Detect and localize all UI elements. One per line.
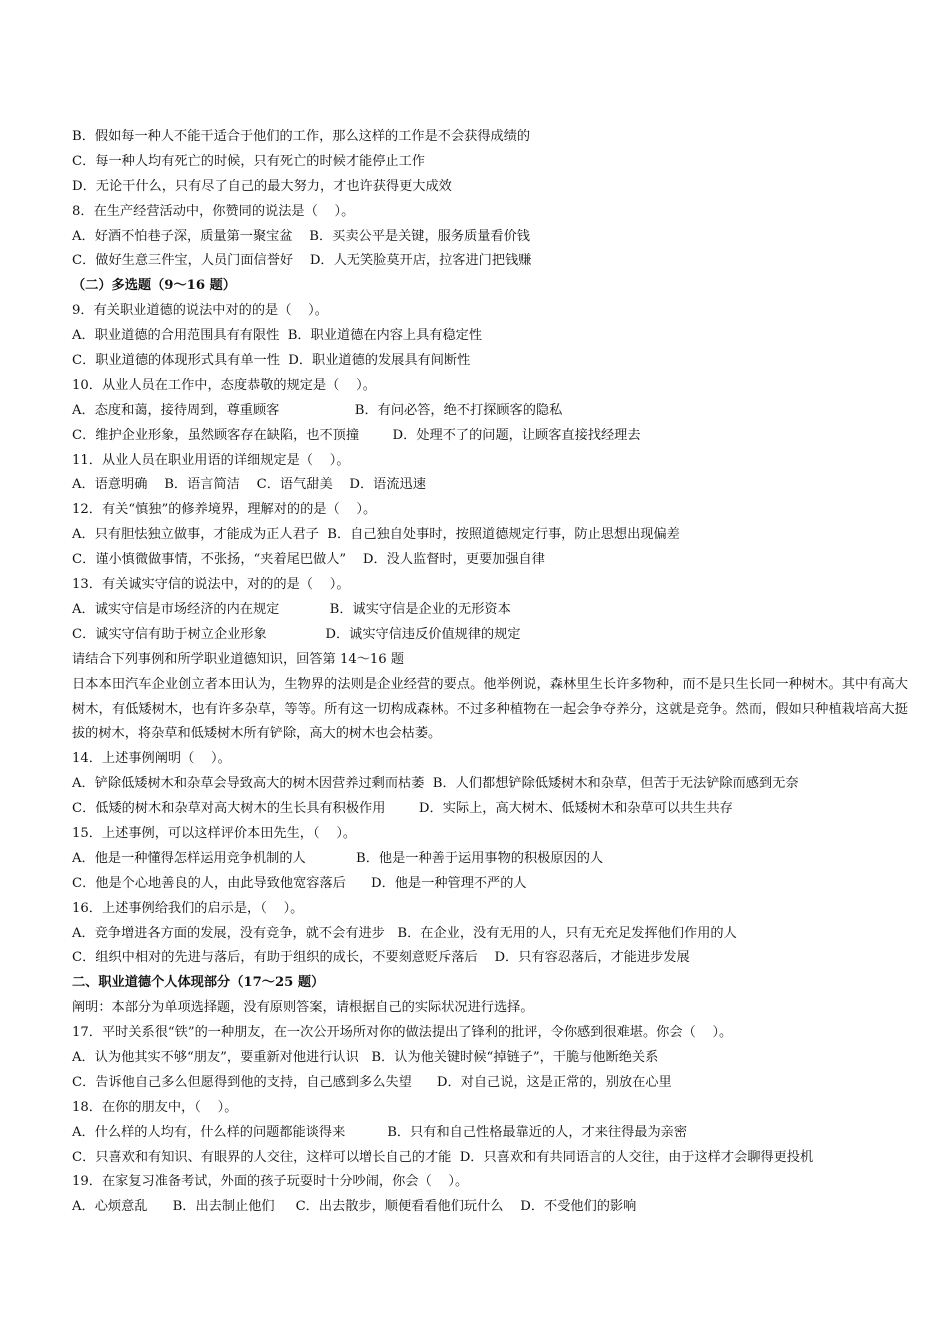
section-two-heading: 二、职业道德个人体现部分（17～25 题）	[72, 975, 325, 991]
question-block-1	[72, 125, 908, 673]
question-block-2	[72, 747, 908, 1220]
q15-options-cd: C．他是个心地善良的人，由此导致他宽容落后 D．他是一种管理不严的人	[72, 875, 527, 891]
case-paragraph: 日本本田汽车企业创立者本田认为，生物界的法则是企业经营的要点。他举例说，森林里生长许多物种，而不是只生长同一种树木。其中有高大树木，有低矮树木，也有许多杂草，等等。所有这一切构成森林。不过多种植物在一起会争夺养分，这就是竞争。然而，假如只种植栽培高大挺拔的树木，将杂草和低矮树木所有铲除，高大的树木也会枯萎。	[72, 676, 908, 742]
q9-options-ab: A．职业道德的合用范围具有有限性 B．职业道德在内容上具有稳定性	[72, 328, 483, 344]
q19-options: A．心烦意乱 B．出去制止他们 C．出去散步，顺便看看他们玩什么 D．不受他们的影响	[72, 1199, 637, 1215]
q17-options-cd: C．告诉他自己多么但愿得到他的支持，自己感到多么失望 D．对自己说，这是正常的，别放在心里	[72, 1074, 672, 1090]
q11-options: A．语意明确 B．语言简洁 C．语气甜美 D．语流迅速	[72, 477, 426, 493]
q10-stem: 10．从业人员在工作中，态度恭敬的规定是（ ）。	[72, 377, 376, 393]
q7-option-d: D．无论干什么，只有尽了自己的最大努力，才也许获得更大成效	[72, 178, 452, 194]
q14-options-ab: A．铲除低矮树木和杂草会导致高大的树木因营养过剩而枯萎 B．人们都想铲除低矮树木和杂草，但苦于无法铲除而感到无奈	[72, 776, 799, 792]
exam-content	[72, 125, 908, 1220]
q18-options-ab: A．什么样的人均有，什么样的问题都能谈得来 B．只有和自己性格最靠近的人，才来往得最为亲密	[72, 1124, 688, 1140]
section-two-note: 阐明：本部分为单项选择题，没有原则答案，请根据自己的实际状况进行选择。	[72, 1000, 534, 1016]
q13-options-cd: C．诚实守信有助于树立企业形象 D．诚实守信违反价值规律的规定	[72, 626, 521, 642]
q16-options-cd: C．组织中相对的先进与落后，有助于组织的成长，不要刻意贬斥落后 D．只有容忍落后，才能进步发展	[72, 950, 690, 966]
q8-stem: 8．在生产经营活动中，你赞同的说法是（ ）。	[72, 203, 355, 219]
q13-options-ab: A．诚实守信是市场经济的内在规定 B．诚实守信是企业的无形资本	[72, 601, 511, 617]
q18-options-cd: C．只喜欢和有知识、有眼界的人交往，这样可以增长自己的才能 D．只喜欢和有共同语言的人交往，由于这样才会聊得更投机	[72, 1149, 814, 1165]
q12-options-ab: A．只有胆怯独立做事，才能成为正人君子 B．自己独自处事时，按照道德规定行事，防止思想出现偏差	[72, 527, 680, 543]
q18-stem: 18．在你的朋友中，（ ）。	[72, 1099, 238, 1115]
q15-options-ab: A．他是一种懂得怎样运用竞争机制的人 B．他是一种善于运用事物的积极原因的人	[72, 850, 604, 866]
q8-options-ab: A．好酒不怕巷子深，质量第一聚宝盆 B．买卖公平是关键，服务质量看价钱	[72, 228, 530, 244]
q19-stem: 19．在家复习准备考试，外面的孩子玩耍时十分吵闹，你会（ ）。	[72, 1174, 469, 1190]
q14-stem: 14．上述事例阐明（ ）。	[72, 751, 231, 767]
q16-options-ab: A．竞争增进各方面的发展，没有竞争，就不会有进步 B．在企业，没有无用的人，只有无充足发挥他们作用的人	[72, 925, 737, 941]
q16-stem: 16．上述事例给我们的启示是，（ ）。	[72, 900, 304, 916]
q10-options-cd: C．维护企业形象，虽然顾客存在缺陷，也不顶撞 D．处理不了的问题，让顾客直接找经理去	[72, 427, 641, 443]
q17-stem: 17．平时关系很“铁”的一种朋友，在一次公开场所对你的做法提出了锋利的批评，令你感到很难堪。你会（ ）。	[72, 1025, 733, 1041]
q10-options-ab: A．态度和蔼，接待周到，尊重顾客 B．有问必答，绝不打探顾客的隐私	[72, 402, 563, 418]
q14-options-cd: C．低矮的树木和杂草对高大树木的生长具有积极作用 D．实际上，高大树木、低矮树木和杂草可以共生共存	[72, 801, 733, 817]
q17-options-ab: A．认为他其实不够“朋友”，要重新对他进行认识 B．认为他关键时候“掉链子”，干脆与他断绝关系	[72, 1050, 659, 1065]
case-intro: 请结合下列事例和所学职业道德知识，回答第 14～16 题	[72, 651, 405, 667]
q7-option-c: C．每一种人均有死亡的时候，只有死亡的时候才能停止工作	[72, 153, 425, 169]
section-multi-heading: （二）多选题（9～16 题）	[72, 278, 236, 294]
q9-options-cd: C．职业道德的体现形式具有单一性 D．职业道德的发展具有间断性	[72, 353, 471, 369]
q8-options-cd: C．做好生意三件宝，人员门面信誉好 D．人无笑脸莫开店，拉客进门把钱赚	[72, 253, 532, 269]
q7-option-b: B．假如每一种人不能干适合于他们的工作，那么这样的工作是不会获得成绩的	[72, 129, 531, 144]
q9-stem: 9．有关职业道德的说法中对的的是（ ）。	[72, 303, 328, 319]
q12-options-cd: C．谨小慎微做事情，不张扬，“夹着尾巴做人” D．没人监督时，更要加强自律	[72, 552, 545, 568]
q13-stem: 13．有关诚实守信的说法中，对的的是（ ）。	[72, 577, 350, 593]
q15-stem: 15．上述事例，可以这样评价本田先生，（ ）。	[72, 825, 357, 841]
q12-stem: 12．有关“慎独”的修养境界，理解对的的是（ ）。	[72, 502, 377, 518]
q11-stem: 11．从业人员在职业用语的详细规定是（ ）。	[72, 452, 350, 468]
